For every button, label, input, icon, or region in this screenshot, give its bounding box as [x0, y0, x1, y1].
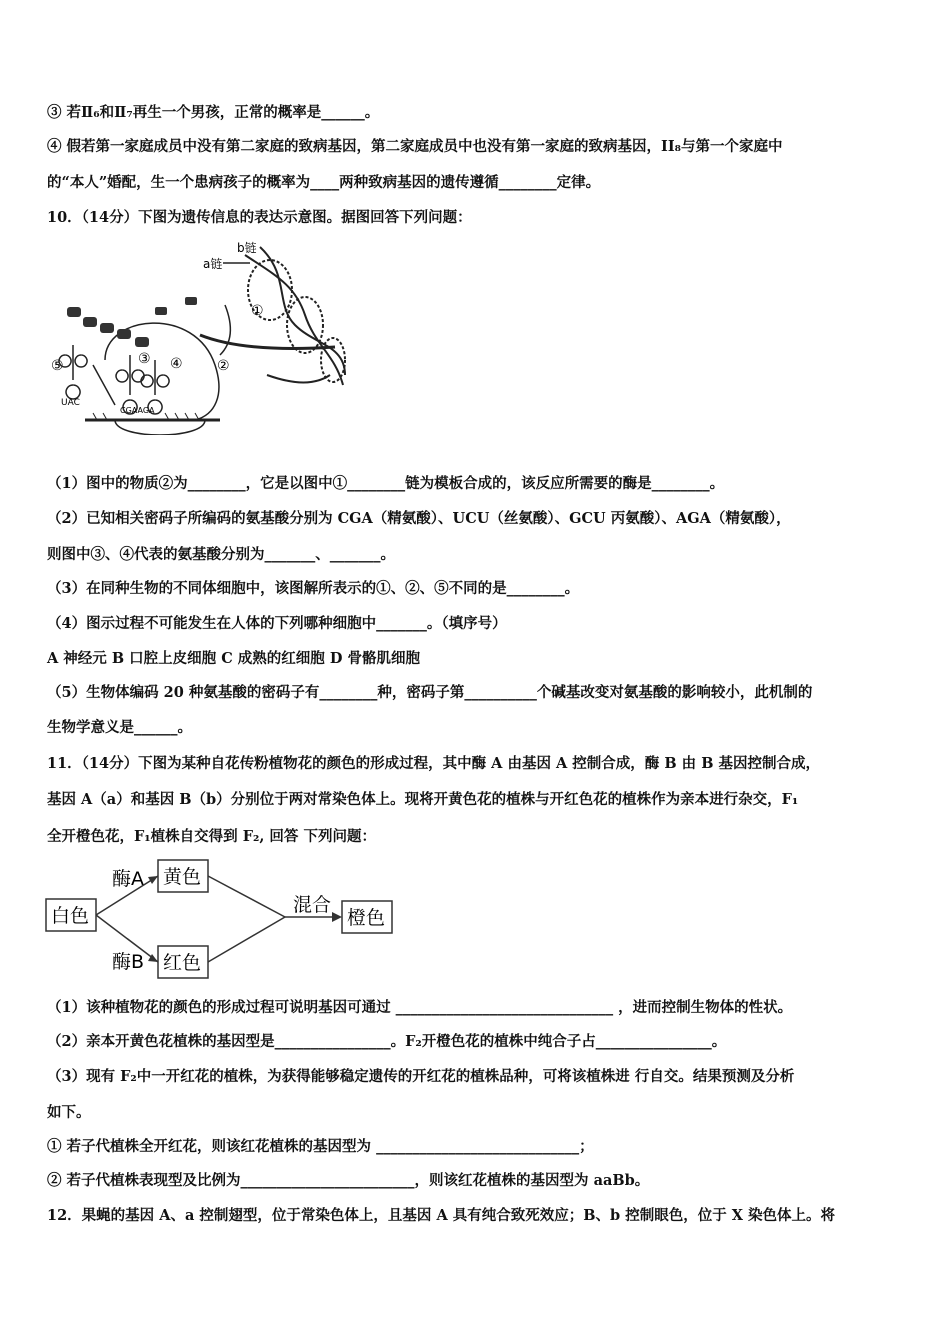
mrna-separated	[267, 375, 330, 383]
text-orange: 橙色	[347, 907, 386, 929]
question-12-title: 12．果蝇的基因 A、a 控制翅型，位于常染色体上，且基因 A 具有纯合致死效应；B、b 控制眼色，位于 X 染色体上。将	[47, 1207, 836, 1224]
b-chain-label: b链	[237, 241, 257, 255]
text-yellow: 黄色	[163, 866, 202, 888]
question-11-title: 11．（14分）下图为某种自花传粉植物花的颜色的形成过程，其中酶 A 由基因 A 控制合成，酶 B 由 B 基因控制合成，	[47, 755, 820, 772]
a-chain-label: a链	[203, 257, 223, 271]
label-5: ⑤	[51, 358, 64, 374]
ribosome-body	[115, 420, 205, 435]
q10-options: A 神经元 B 口腔上皮细胞 C 成熟的红细胞 D 骨骼肌细胞	[47, 650, 420, 667]
label-4: ④	[170, 356, 183, 372]
label-3: ③	[138, 351, 151, 367]
anticodon-label: UAC	[61, 398, 80, 408]
question-10-title: 10．（14分）下图为遗传信息的表达示意图。据图回答下列问题：	[47, 209, 472, 226]
q10-part2: （2）已知相关密码子所编码的氨基酸分别为 CGA（精氨酸）、UCU（丝氨酸）、GCU 丙氨酸）、AGA（精氨酸），	[47, 510, 791, 527]
cytoplasm-curve	[220, 305, 230, 355]
text-red: 红色	[163, 952, 202, 974]
q11-result-2: ② 若子代植株表现型及比例为________________________，则该红花植株的基因型为 aaBb。	[47, 1172, 650, 1189]
q11-result-1: ① 若子代植株全开红花，则该红花植株的基因型为 ____________________________；	[47, 1138, 594, 1155]
label-2: ②	[217, 358, 230, 374]
q11-part1: （1）该种植物花的颜色的形成过程可说明基因可通过 ______________________________ ，进而控制生物体的性状。	[47, 999, 793, 1016]
q11-part3: （3）现有 F₂中一开红花的植株，为获得能够稳定遗传的开红花的植株品种，可将该植株进 行自交。结果预测及分析	[47, 1068, 795, 1085]
text-enzyme-b: 酶B	[112, 951, 145, 973]
text-white: 白色	[51, 905, 90, 927]
q10-part2-cont: 则图中③、④代表的氨基酸分别为_______、_______。	[47, 546, 395, 563]
q10-part4: （4）图示过程不可能发生在人体的下列哪种细胞中_______。（填序号）	[47, 615, 507, 632]
q11-intro-2: 基因 A（a）和基因 B（b）分别位于两对常染色体上。现将开黄色花的植株与开红色花的植株作为亲本进行杂交，F₁	[47, 791, 799, 808]
q11-part2: （2）亲本开黄色花植株的基因型是________________。F₂开橙色花的植株中纯合子占________________。	[47, 1033, 727, 1050]
line-q9-4-cont: 的“本人”婚配，生一个患病孩子的概率为____两种致病基因的遗传遵循________定律。	[47, 174, 601, 191]
codon-sequence: CGAAGA	[120, 406, 155, 415]
q11-part3-cont: 如下。	[47, 1104, 91, 1121]
line-q9-4: ④ 假若第一家庭成员中没有第二家庭的致病基因，第二家庭成员中也没有第一家庭的致病基因，II₈与第一个家庭中	[47, 138, 783, 155]
label-1: ①	[251, 303, 264, 319]
q10-part5: （5）生物体编码 20 种氨基酸的密码子有________种，密码子第__________个碱基改变对氨基酸的影响较小，此机制的	[47, 684, 813, 701]
gene-expression-figure	[45, 235, 355, 435]
q10-part3: （3）在同种生物的不同体细胞中，该图解所表示的①、②、⑤不同的是________。	[47, 580, 580, 597]
flower-color-pathway	[45, 858, 405, 983]
peptide-chain	[67, 297, 197, 347]
q11-intro-3: 全开橙色花，F₁植株自交得到 F₂, 回答 下列问题：	[47, 828, 376, 845]
q10-part5-cont: 生物学意义是______。	[47, 719, 192, 736]
text-mix: 混合	[293, 894, 332, 916]
q10-part1: （1）图中的物质②为________，它是以图中①________链为模板合成的，该反应所需要的酶是________。	[47, 475, 725, 492]
line-q9-3: ③ 若Ⅱ₆和Ⅱ₇再生一个男孩，正常的概率是______。	[47, 104, 380, 121]
text-enzyme-a: 酶A	[112, 868, 144, 890]
